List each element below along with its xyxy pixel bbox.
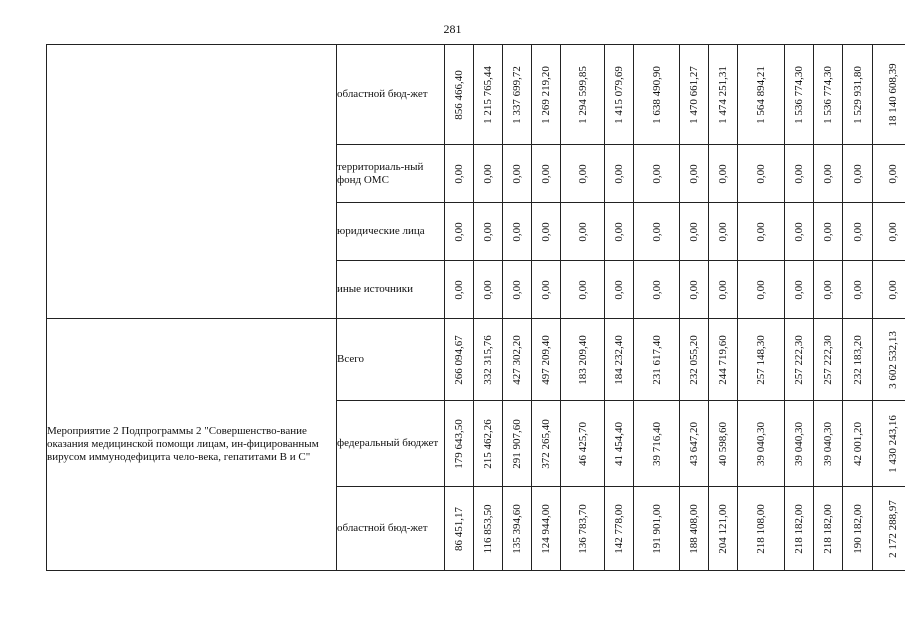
value-cell bbox=[709, 203, 738, 261]
value-text: 1 337 699,72 bbox=[511, 65, 523, 124]
value-cell bbox=[503, 145, 532, 203]
value-text: 191 901,00 bbox=[650, 503, 663, 554]
value-cell bbox=[634, 203, 680, 261]
value-cell bbox=[605, 261, 634, 319]
value-text: 0,00 bbox=[717, 221, 729, 242]
value-text: 41 454,40 bbox=[613, 421, 625, 466]
value-cell bbox=[709, 319, 738, 401]
value-cell bbox=[814, 319, 843, 401]
value-cell bbox=[680, 401, 709, 487]
value-cell bbox=[680, 145, 709, 203]
value-text: 0,00 bbox=[576, 279, 589, 300]
value-cell bbox=[738, 203, 785, 261]
value-cell bbox=[680, 203, 709, 261]
value-text: 1 638 490,90 bbox=[650, 65, 663, 124]
value-text: 0,00 bbox=[482, 221, 494, 242]
value-text: 204 121,00 bbox=[717, 503, 729, 554]
value-text: 1 415 079,69 bbox=[613, 65, 625, 124]
value-cell bbox=[605, 487, 634, 571]
value-cell bbox=[843, 487, 873, 571]
value-cell bbox=[445, 45, 474, 145]
value-cell bbox=[503, 45, 532, 145]
value-cell bbox=[709, 45, 738, 145]
value-text: 46 425,70 bbox=[576, 421, 589, 466]
value-cell bbox=[445, 401, 474, 487]
value-cell bbox=[605, 45, 634, 145]
value-text: 0,00 bbox=[576, 163, 589, 184]
value-text: 2 172 288,97 bbox=[887, 499, 899, 558]
value-text: 1 564 894,21 bbox=[755, 65, 767, 124]
value-cell bbox=[561, 203, 605, 261]
value-cell bbox=[532, 401, 561, 487]
value-cell bbox=[709, 401, 738, 487]
value-text: 190 182,00 bbox=[851, 503, 864, 554]
value-text: 40 598,60 bbox=[717, 421, 729, 466]
value-cell bbox=[634, 261, 680, 319]
value-cell bbox=[605, 319, 634, 401]
activity-cell bbox=[47, 45, 337, 319]
value-text: 0,00 bbox=[613, 279, 625, 300]
value-text: 43 647,20 bbox=[688, 421, 700, 466]
funding-source-cell: территориаль-ный фонд ОМС bbox=[337, 145, 445, 203]
value-cell bbox=[561, 45, 605, 145]
value-text: 0,00 bbox=[688, 221, 700, 242]
value-text: 0,00 bbox=[822, 163, 834, 184]
value-cell bbox=[532, 203, 561, 261]
value-cell bbox=[474, 145, 503, 203]
value-text: 0,00 bbox=[887, 163, 899, 184]
value-cell bbox=[785, 319, 814, 401]
value-text: 0,00 bbox=[822, 221, 834, 242]
value-cell bbox=[532, 487, 561, 571]
funding-source-cell: федеральный бюджет bbox=[337, 401, 445, 487]
value-text: 497 209,40 bbox=[540, 334, 552, 385]
value-cell bbox=[445, 319, 474, 401]
value-text: 257 222,30 bbox=[822, 334, 834, 385]
value-text: 0,00 bbox=[540, 221, 552, 242]
value-text: 42 001,20 bbox=[851, 421, 864, 466]
value-cell bbox=[445, 261, 474, 319]
value-text: 124 944,00 bbox=[540, 503, 552, 554]
value-cell bbox=[634, 145, 680, 203]
value-text: 39 716,40 bbox=[650, 421, 663, 466]
value-cell bbox=[738, 45, 785, 145]
value-cell bbox=[605, 145, 634, 203]
value-cell bbox=[785, 487, 814, 571]
value-text: 231 617,40 bbox=[650, 334, 663, 385]
value-cell bbox=[814, 401, 843, 487]
value-cell bbox=[561, 145, 605, 203]
value-text: 142 778,00 bbox=[613, 503, 625, 554]
value-text: 291 907,60 bbox=[511, 418, 523, 469]
value-cell bbox=[738, 401, 785, 487]
value-text: 86 451,17 bbox=[453, 506, 465, 551]
value-cell bbox=[561, 401, 605, 487]
value-cell bbox=[634, 487, 680, 571]
value-text: 257 222,30 bbox=[793, 334, 805, 385]
value-cell bbox=[680, 487, 709, 571]
value-cell bbox=[738, 319, 785, 401]
value-cell bbox=[785, 261, 814, 319]
table-row bbox=[47, 319, 905, 401]
value-cell bbox=[445, 203, 474, 261]
value-cell bbox=[814, 261, 843, 319]
value-cell bbox=[474, 203, 503, 261]
value-text: 0,00 bbox=[613, 221, 625, 242]
value-text: 18 140 608,39 bbox=[887, 62, 899, 127]
value-cell bbox=[785, 45, 814, 145]
value-cell bbox=[445, 145, 474, 203]
value-text: 1 294 599,85 bbox=[576, 65, 589, 124]
value-text: 0,00 bbox=[851, 221, 864, 242]
value-cell bbox=[873, 487, 905, 571]
value-text: 0,00 bbox=[793, 163, 805, 184]
value-text: 1 215 765,44 bbox=[482, 65, 494, 124]
funding-source-cell: областной бюд-жет bbox=[337, 487, 445, 571]
value-text: 136 783,70 bbox=[576, 503, 589, 554]
value-text: 266 094,67 bbox=[453, 334, 465, 385]
value-cell bbox=[503, 401, 532, 487]
value-text: 0,00 bbox=[755, 279, 767, 300]
page-number: 281 bbox=[443, 22, 462, 36]
funding-source-cell: иные источники bbox=[337, 261, 445, 319]
table-row bbox=[47, 45, 905, 145]
value-text: 0,00 bbox=[887, 221, 899, 242]
funding-source-cell: юридические лица bbox=[337, 203, 445, 261]
value-text: 1 269 219,20 bbox=[540, 65, 552, 124]
value-text: 218 108,00 bbox=[755, 503, 767, 554]
value-cell bbox=[474, 401, 503, 487]
value-text: 0,00 bbox=[650, 221, 663, 242]
value-cell bbox=[814, 203, 843, 261]
value-text: 218 182,00 bbox=[822, 503, 834, 554]
value-text: 427 302,20 bbox=[511, 334, 523, 385]
value-text: 0,00 bbox=[851, 279, 864, 300]
value-cell bbox=[503, 261, 532, 319]
value-cell bbox=[843, 45, 873, 145]
value-cell bbox=[532, 319, 561, 401]
value-cell bbox=[873, 45, 905, 145]
value-cell bbox=[680, 261, 709, 319]
value-cell bbox=[709, 145, 738, 203]
value-cell bbox=[785, 145, 814, 203]
value-text: 1 474 251,31 bbox=[717, 65, 729, 124]
value-text: 372 265,40 bbox=[540, 418, 552, 469]
value-text: 135 394,60 bbox=[511, 503, 523, 554]
value-text: 218 182,00 bbox=[793, 503, 805, 554]
funding-source-cell: областной бюд-жет bbox=[337, 45, 445, 145]
value-text: 0,00 bbox=[793, 279, 805, 300]
funding-source-cell: Всего bbox=[337, 319, 445, 401]
value-cell bbox=[709, 261, 738, 319]
value-cell bbox=[843, 203, 873, 261]
value-text: 257 148,30 bbox=[755, 334, 767, 385]
value-cell bbox=[532, 45, 561, 145]
value-text: 0,00 bbox=[717, 279, 729, 300]
value-cell bbox=[873, 319, 905, 401]
value-text: 116 853,50 bbox=[482, 503, 494, 554]
value-text: 1 536 774,30 bbox=[793, 65, 805, 124]
value-cell bbox=[873, 261, 905, 319]
value-cell bbox=[680, 45, 709, 145]
value-text: 0,00 bbox=[650, 279, 663, 300]
value-cell bbox=[709, 487, 738, 571]
value-text: 0,00 bbox=[453, 221, 465, 242]
value-text: 184 232,40 bbox=[613, 334, 625, 385]
value-text: 0,00 bbox=[755, 163, 767, 184]
value-cell bbox=[474, 45, 503, 145]
value-cell bbox=[873, 401, 905, 487]
value-text: 0,00 bbox=[576, 221, 589, 242]
value-cell bbox=[605, 203, 634, 261]
value-cell bbox=[785, 401, 814, 487]
value-cell bbox=[873, 145, 905, 203]
value-text: 232 183,20 bbox=[851, 334, 864, 385]
value-cell bbox=[843, 319, 873, 401]
value-cell bbox=[680, 319, 709, 401]
value-cell bbox=[474, 487, 503, 571]
value-text: 1 529 931,80 bbox=[851, 65, 864, 124]
value-cell bbox=[843, 401, 873, 487]
value-cell bbox=[814, 45, 843, 145]
value-text: 0,00 bbox=[793, 221, 805, 242]
value-cell bbox=[785, 203, 814, 261]
value-cell bbox=[634, 45, 680, 145]
value-cell bbox=[814, 145, 843, 203]
value-cell bbox=[605, 401, 634, 487]
value-cell bbox=[873, 203, 905, 261]
value-text: 39 040,30 bbox=[793, 421, 805, 466]
activity-cell: Мероприятие 2 Подпрограммы 2 "Совершенство-вание оказания медицинской помощи лицам, ин-фицированным вирусом иммунодефицита чело-века, гепатитами В и С" bbox=[47, 319, 337, 571]
value-text: 1 430 243,16 bbox=[887, 414, 899, 473]
value-cell bbox=[503, 319, 532, 401]
value-text: 39 040,30 bbox=[755, 421, 767, 466]
value-cell bbox=[561, 319, 605, 401]
value-text: 856 466,40 bbox=[453, 69, 465, 120]
value-text: 0,00 bbox=[453, 163, 465, 184]
value-text: 39 040,30 bbox=[822, 421, 834, 466]
value-text: 188 408,00 bbox=[688, 503, 700, 554]
value-text: 0,00 bbox=[540, 279, 552, 300]
value-text: 0,00 bbox=[511, 163, 523, 184]
value-cell bbox=[474, 319, 503, 401]
value-cell bbox=[503, 203, 532, 261]
value-cell bbox=[738, 487, 785, 571]
value-text: 0,00 bbox=[822, 279, 834, 300]
value-text: 1 536 774,30 bbox=[822, 65, 834, 124]
value-cell bbox=[561, 487, 605, 571]
value-text: 215 462,26 bbox=[482, 418, 494, 469]
value-cell bbox=[738, 261, 785, 319]
value-cell bbox=[843, 261, 873, 319]
value-cell bbox=[532, 261, 561, 319]
value-text: 3 602 532,13 bbox=[887, 330, 899, 389]
value-cell bbox=[445, 487, 474, 571]
value-cell bbox=[474, 261, 503, 319]
value-cell bbox=[634, 319, 680, 401]
value-text: 0,00 bbox=[482, 279, 494, 300]
value-text: 332 315,76 bbox=[482, 334, 494, 385]
value-text: 1 470 661,27 bbox=[688, 65, 700, 124]
value-cell bbox=[814, 487, 843, 571]
value-text: 0,00 bbox=[482, 163, 494, 184]
value-text: 232 055,20 bbox=[688, 334, 700, 385]
value-cell bbox=[634, 401, 680, 487]
value-text: 0,00 bbox=[887, 279, 899, 300]
value-text: 0,00 bbox=[511, 221, 523, 242]
value-text: 0,00 bbox=[688, 279, 700, 300]
value-cell bbox=[843, 145, 873, 203]
value-text: 244 719,60 bbox=[717, 334, 729, 385]
value-text: 183 209,40 bbox=[576, 334, 589, 385]
value-text: 179 643,50 bbox=[453, 418, 465, 469]
value-text: 0,00 bbox=[613, 163, 625, 184]
value-text: 0,00 bbox=[540, 163, 552, 184]
budget-table bbox=[46, 44, 905, 571]
value-text: 0,00 bbox=[650, 163, 663, 184]
value-cell bbox=[503, 487, 532, 571]
value-text: 0,00 bbox=[453, 279, 465, 300]
value-text: 0,00 bbox=[511, 279, 523, 300]
value-text: 0,00 bbox=[717, 163, 729, 184]
value-text: 0,00 bbox=[851, 163, 864, 184]
value-cell bbox=[532, 145, 561, 203]
value-text: 0,00 bbox=[688, 163, 700, 184]
value-cell bbox=[738, 145, 785, 203]
value-text: 0,00 bbox=[755, 221, 767, 242]
value-cell bbox=[561, 261, 605, 319]
